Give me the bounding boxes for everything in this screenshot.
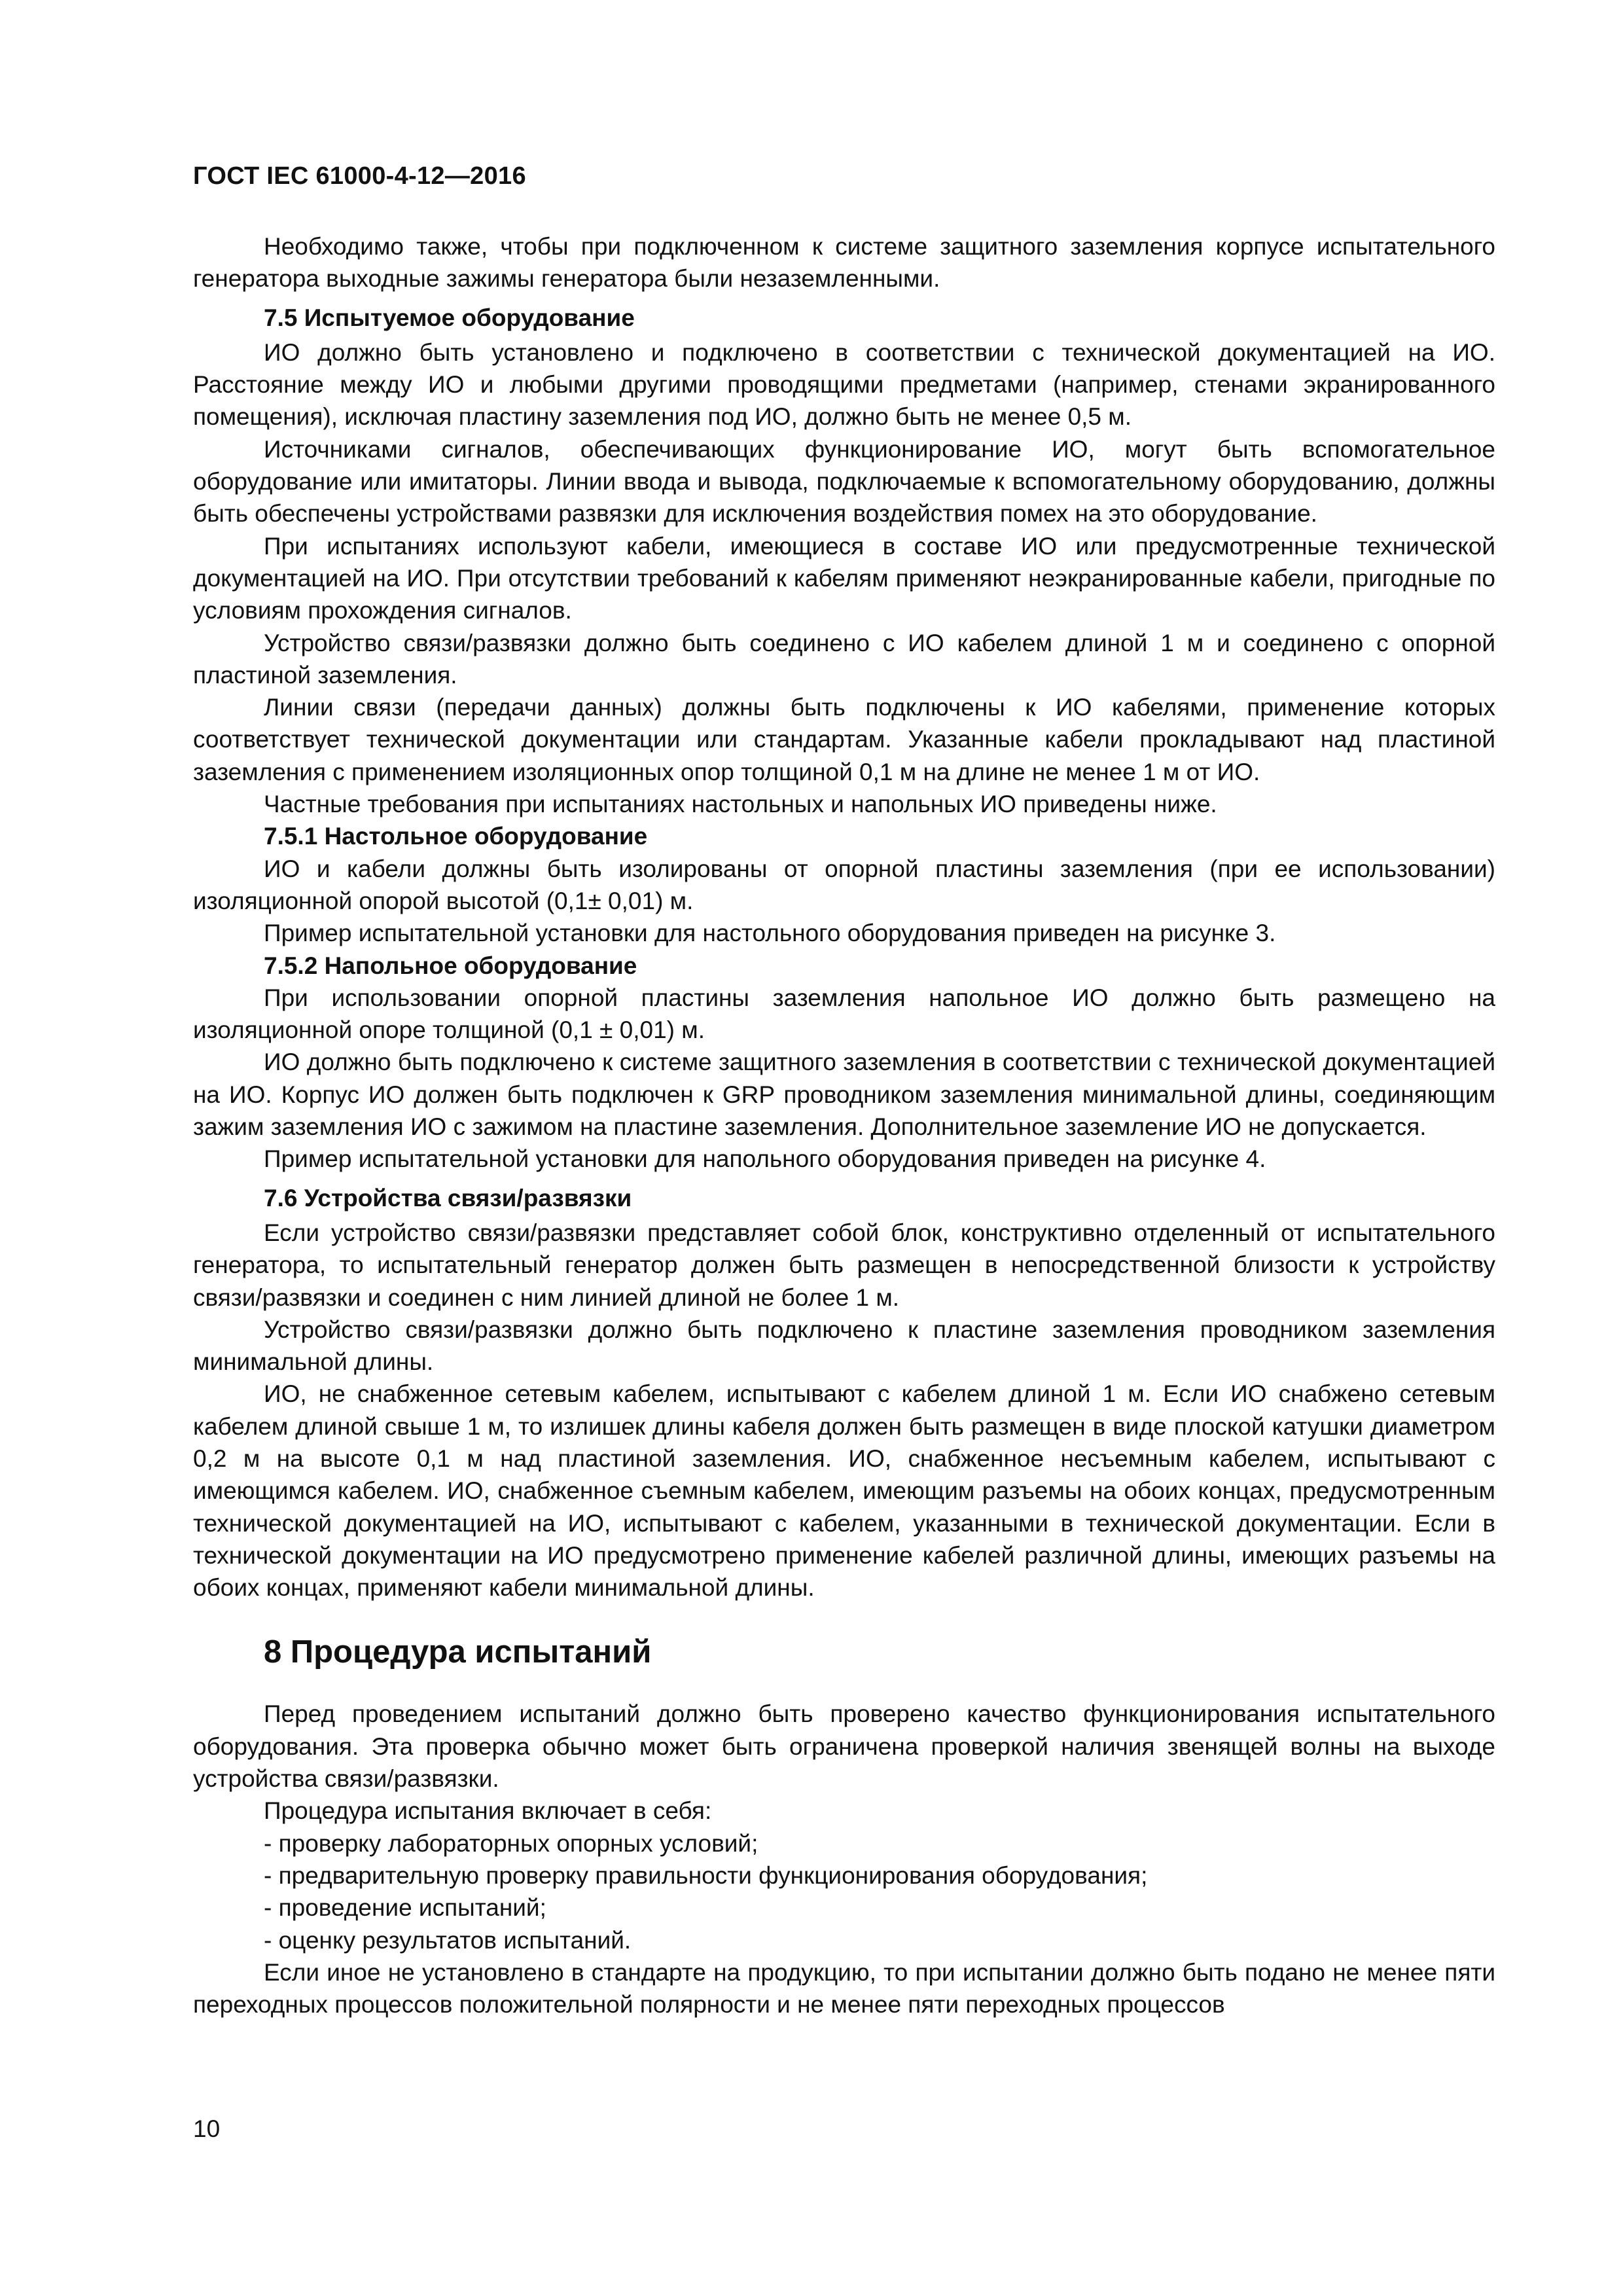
paragraph: Пример испытательной установки для напольного оборудования приведен на рисунке 4. (264, 1145, 1266, 1173)
paragraph: Перед проведением испытаний должно быть проверено качество функционирования испытательного оборудования. Эта проверка обычно может быть ограничена проверкой наличия звенящей волны на выходе устройства связи/развязки. (193, 1700, 1495, 1793)
section-heading-7-5: 7.5 Испытуемое оборудование (264, 304, 635, 331)
section-heading-7-6: 7.6 Устройства связи/развязки (264, 1184, 632, 1211)
paragraph: Устройство связи/развязки должно быть соединено с ИО кабелем длиной 1 м и соединено с опорной пластиной заземления. (193, 629, 1495, 689)
list-item: - оценку результатов испытаний. (264, 1926, 632, 1954)
paragraph: Источниками сигналов, обеспечивающих функционирование ИО, могут быть вспомогательное оборудование или имитаторы. Линии ввода и вывода, подключаемые к вспомогательному оборудованию, должны быть обеспечены устройствами развязки для исключения воздействия помех на это оборудование. (193, 435, 1495, 528)
section-heading-7-5-2: 7.5.2 Напольное оборудование (264, 952, 637, 979)
section-heading-7-5-1: 7.5.1 Настольное оборудование (264, 823, 648, 850)
paragraph: При испытаниях используют кабели, имеющиеся в составе ИО или предусмотренные технической документацией на ИО. При отсутствии требований к кабелям применяют неэкранированные кабели, пригодные по условиям прохождения сигналов. (193, 532, 1495, 624)
paragraph: ИО должно быть установлено и подключено в соответствии с технической документацией на ИО. Расстояние между ИО и любыми другими проводящими предметами (например, стенами экранированного помещения), исключая пластину заземления под ИО, должно быть не менее 0,5 м. (193, 338, 1495, 431)
list-item: - проведение испытаний; (264, 1894, 546, 1922)
paragraph: Если иное не установлено в стандарте на продукцию, то при испытании должно быть подано не менее пяти переходных процессов положительной полярности и не менее пяти переходных процессов (193, 1958, 1495, 2018)
document-body (193, 230, 1495, 2020)
paragraph: При использовании опорной пластины заземления напольное ИО должно быть размещено на изоляционной опоре толщиной (0,1 ± 0,01) м. (193, 984, 1495, 1044)
paragraph: ИО, не снабженное сетевым кабелем, испытывают с кабелем длиной 1 м. Если ИО снабжено сетевым кабелем длиной свыше 1 м, то излишек длины кабеля должен быть размещен в виде плоской катушки диаметром 0,2 м на высоте 0,1 м над пластиной заземления. ИО, снабженное несъемным кабелем, испытывают с имеющимся кабелем. ИО, снабженное съемным кабелем, имеющим разъемы на обоих концах, предусмотренным технической документацией на ИО, испытывают с кабелем, указанными в технической документации. Если в технической документации на ИО предусмотрено применение кабелей различной длины, имеющих разъемы на обоих концах, применяют кабели минимальной длины. (193, 1380, 1495, 1602)
paragraph: Линии связи (передачи данных) должны быть подключены к ИО кабелями, применение которых соответствует технической документации или стандартам. Указанные кабели прокладывают над пластиной заземления с применением изоляционных опор толщиной 0,1 м на длине не менее 1 м от ИО. (193, 694, 1495, 785)
list-intro: Процедура испытания включает в себя: (264, 1797, 712, 1825)
paragraph: Необходимо также, чтобы при подключенном к системе защитного заземления корпусе испытательного генератора выходные зажимы генератора были незаземленными. (193, 233, 1495, 293)
paragraph: ИО должно быть подключено к системе защитного заземления в соответствии с технической документацией на ИО. Корпус ИО должен быть подключен к GRP проводником заземления минимальной длины, соединяющим зажим заземления ИО с зажимом на пластине заземления. Дополнительное заземление ИО не допускается. (193, 1049, 1495, 1141)
list-item: - предварительную проверку правильности функционирования оборудования; (264, 1861, 1148, 1889)
list-item: - проверку лабораторных опорных условий; (264, 1829, 758, 1857)
document-header-code: ГОСТ IEC 61000-4-12—2016 (193, 162, 526, 190)
paragraph: ИО и кабели должны быть изолированы от опорной пластины заземления (при ее использовании) изоляционной опорой высотой (0,1± 0,01) м. (193, 855, 1495, 914)
paragraph: Если устройство связи/развязки представляет собой блок, конструктивно отделенный от испытательного генератора, то испытательный генератор должен быть размещен в непосредственной близости к устройству связи/развязки и соединен с ним линией длиной не более 1 м. (193, 1219, 1495, 1311)
paragraph: Частные требования при испытаниях настольных и напольных ИО приведены ниже. (264, 791, 1217, 818)
section-heading-8: 8 Процедура испытаний (264, 1634, 652, 1670)
paragraph: Пример испытательной установки для настольного оборудования приведен на рисунке 3. (264, 920, 1276, 947)
paragraph: Устройство связи/развязки должно быть подключено к пластине заземления проводником заземления минимальной длины. (193, 1316, 1495, 1376)
page-number: 10 (193, 2115, 221, 2142)
